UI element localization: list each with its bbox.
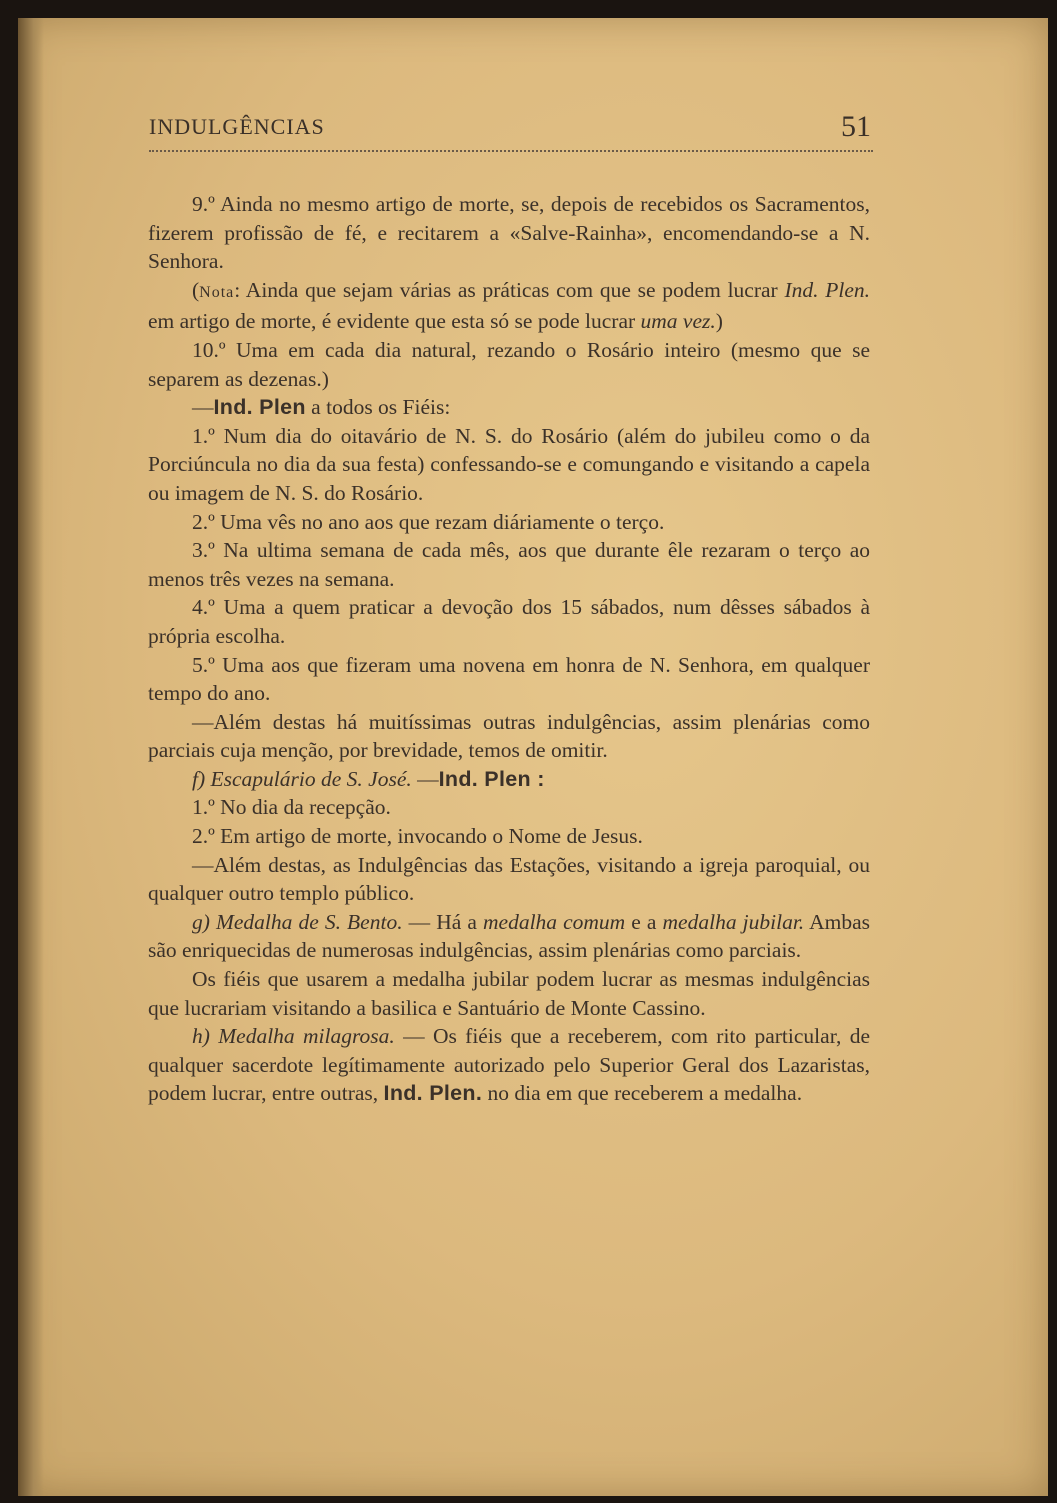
plen-item-1: 1.º Num dia do oitavário de N. S. do Rosário (além do jubileu como o da Porciúncula no dia da sua festa) confessando-se e comungando e visitando a capela ou imagem de N. S. do Rosário. — [148, 423, 870, 505]
alem-paragraph-1: —Além destas há muitíssimas outras indulgências, assim plenárias como parciais cuja menção, por brevidade, temos de omitir. — [148, 709, 870, 763]
item-10: 10.º Uma em cada dia natural, rezando o Rosário inteiro (mesmo que se separem as dezenas.) — [148, 337, 870, 391]
book-spine-shadow — [18, 18, 44, 1496]
section-f-item-1: 1.º No dia da recepção. — [192, 795, 391, 820]
section-f-item-2: 2.º Em artigo de morte, invocando o Nome de Jesus. — [192, 824, 643, 849]
page-number: 51 — [841, 110, 871, 143]
page-header — [149, 110, 873, 152]
plen-item-5: 5.º Uma aos que fizeram uma novena em honra de N. Senhora, em qualquer tempo do ano. — [148, 652, 870, 706]
plen-item-3: 3.º Na ultima semana de cada mês, aos que durante êle rezaram o terço ao menos três vezes na semana. — [148, 538, 871, 591]
plen-item-2: 2.º Uma vês no ano aos que rezam diáriamente o terço. — [192, 509, 665, 534]
alem-paragraph-2: —Além destas, as Indulgências das Estações, visitando a igreja paroquial, ou qualquer outro templo público. — [148, 852, 870, 906]
fieis-paragraph: Os fiéis que usarem a medalha jubilar podem lucrar as mesmas indulgências que lucrariam visitando a basilica e Santuário de Monte Cassino. — [148, 967, 870, 1020]
running-title: INDULGÊNCIAS — [149, 114, 325, 139]
section-h-paragraph: h) Medalha milagrosa. — Os fiéis que a receberem, com rito particular, de qualquer sacerdote legítimamente autorizado pelo Superior Geral dos Lazaristas, podem lucrar, entre outras, Ind. Plen. no dia em que receberem a medalha. — [148, 1024, 870, 1106]
ind-plen-heading: —Ind. Plen a todos os Fiéis: — [192, 395, 451, 420]
section-f-heading: f) Escapulário de S. José. —Ind. Plen : — [192, 766, 545, 791]
item-9: 9.º Ainda no mesmo artigo de morte, se, depois de recebidos os Sacramentos, fizerem profissão de fé, e recitarem a «Salve-Rainha», encomendando-se a N. Senhora. — [148, 192, 870, 274]
page-body — [148, 190, 870, 1108]
plen-item-4: 4.º Uma a quem praticar a devoção dos 15 sábados, num dêsses sábados à própria escolha. — [148, 595, 871, 648]
nota-paragraph: (Nota: Ainda que sejam várias as práticas com que se podem lucrar Ind. Plen. em artigo de morte, é evidente que esta só se pode lucrar uma vez.) — [148, 277, 871, 334]
section-g-paragraph: g) Medalha de S. Bento. — Há a medalha comum e a medalha jubilar. Ambas são enriquecidas de numerosas indulgências, assim plenárias como parciais. — [148, 909, 870, 963]
